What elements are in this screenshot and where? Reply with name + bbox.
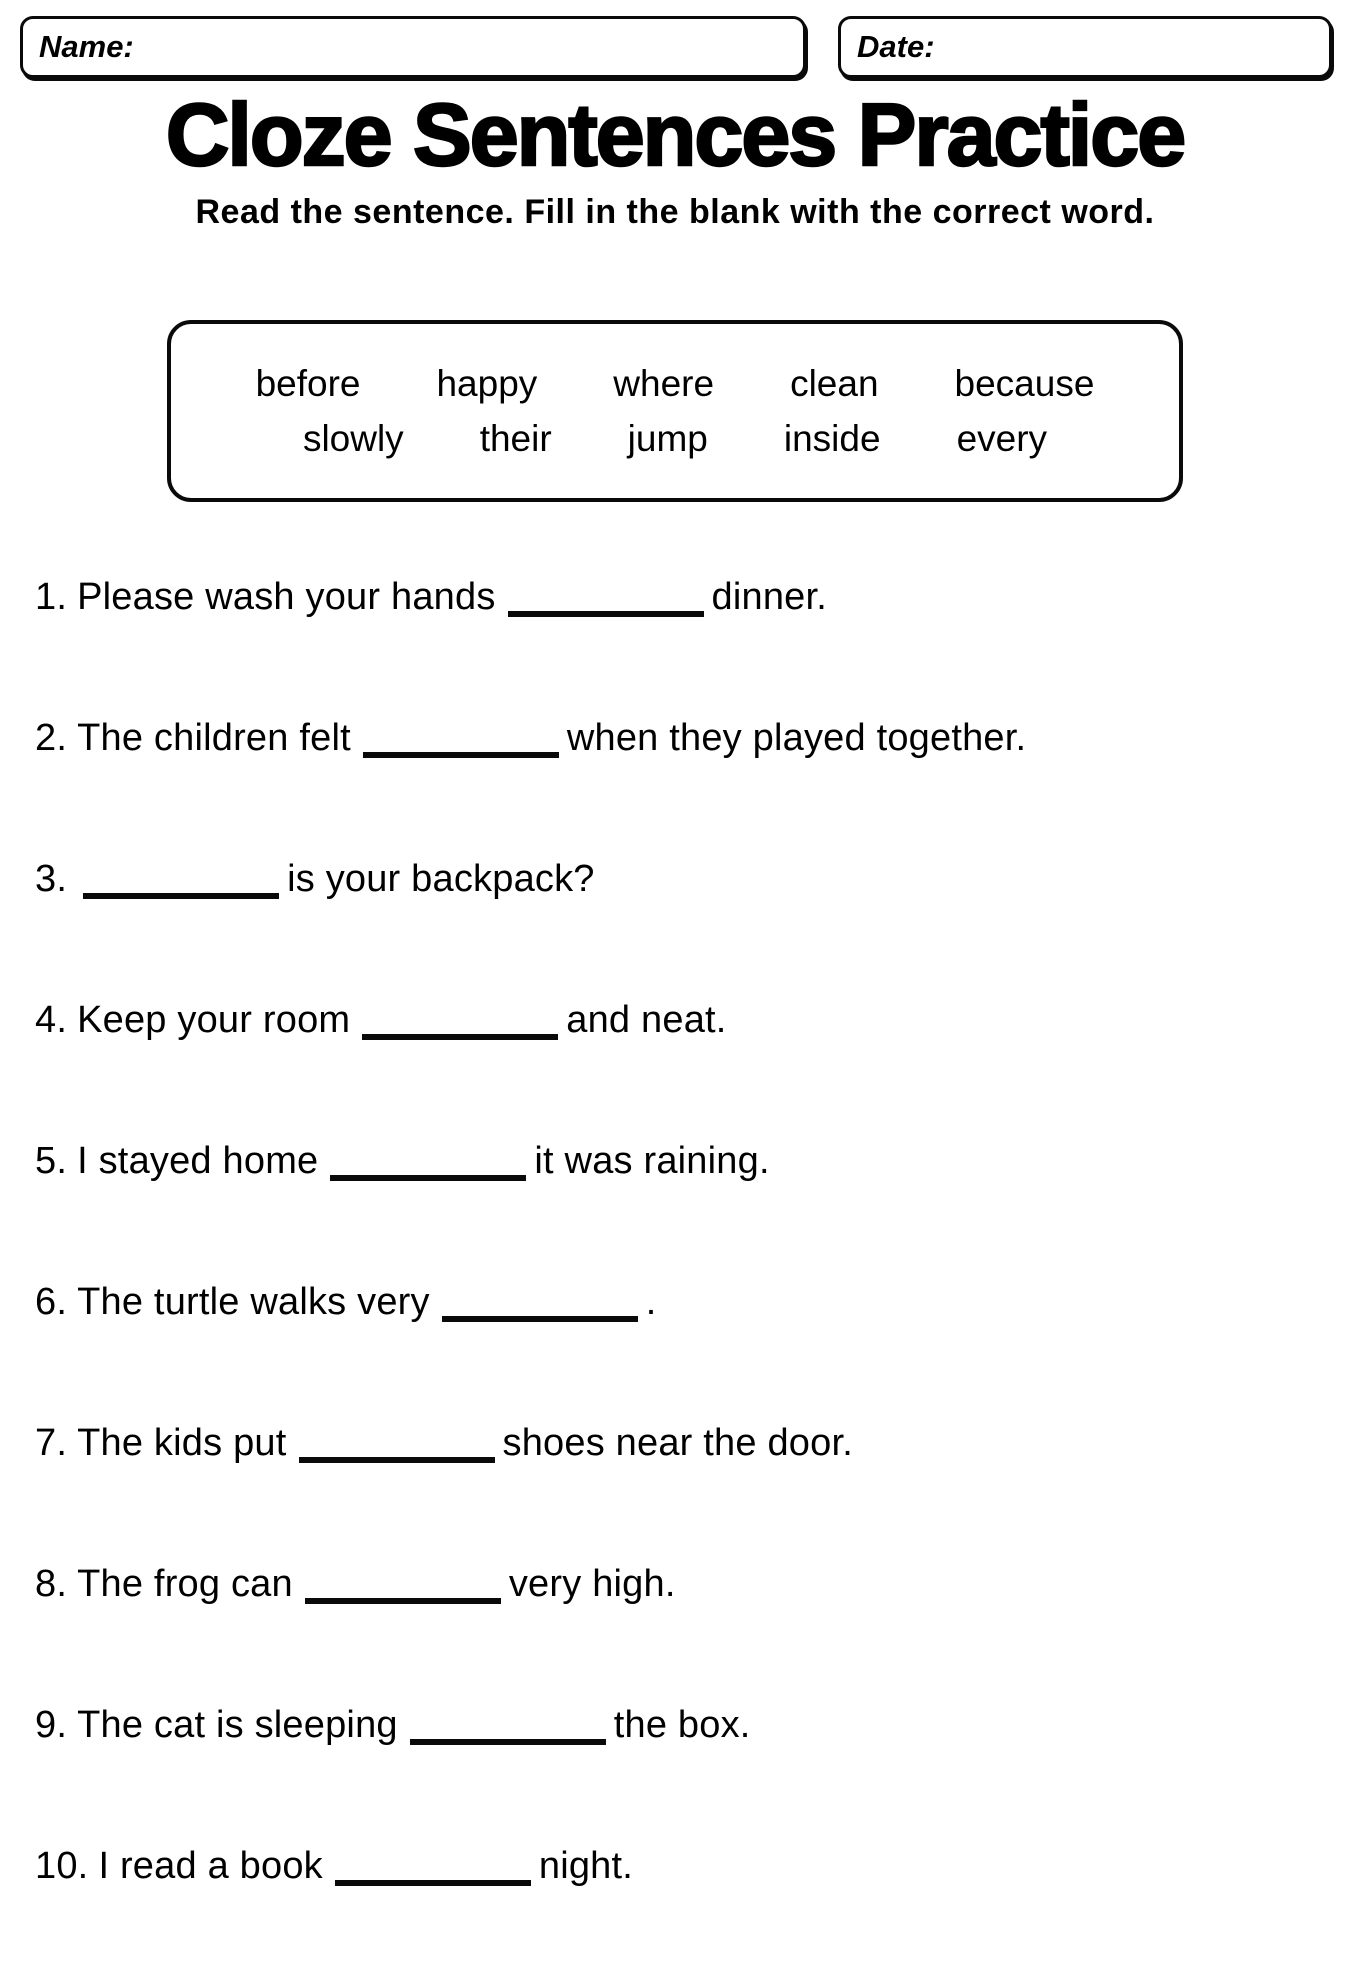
sentence-number: 9. [35, 1704, 68, 1746]
answer-blank[interactable] [305, 1570, 501, 1604]
sentence-text-before: The frog can [77, 1563, 293, 1605]
instruction-text: Read the sentence. Fill in the blank with the correct word. [195, 193, 1155, 231]
sentence-number: 2. [35, 717, 68, 759]
sentence-text-before: I stayed home [77, 1140, 319, 1182]
sentence-number: 7. [35, 1422, 68, 1464]
sentence-text-before: I read a book [98, 1845, 323, 1887]
sentence-number: 10. [35, 1845, 89, 1887]
answer-blank[interactable] [83, 865, 279, 899]
word-bank-row-1 [201, 365, 1149, 402]
word-bank-word: where [613, 363, 715, 404]
word-bank-word: because [954, 363, 1095, 404]
word-bank-word: slowly [302, 418, 404, 459]
word-bank-word: before [255, 363, 361, 404]
sentence-item [35, 716, 1340, 760]
sentence-number: 6. [35, 1281, 68, 1323]
answer-blank[interactable] [442, 1288, 638, 1322]
word-bank-word: jump [627, 418, 708, 459]
answer-blank[interactable] [362, 1006, 558, 1040]
sentence-text-after: when they played together. [566, 717, 1027, 759]
sentence-item [35, 1844, 1340, 1888]
word-bank-word: clean [790, 363, 879, 404]
sentence-item [35, 1139, 1340, 1183]
word-bank-word: inside [783, 418, 881, 459]
word-bank-row-2 [201, 420, 1149, 457]
word-bank-word: their [479, 418, 552, 459]
answer-blank[interactable] [330, 1147, 526, 1181]
sentence-text-before: Keep your room [77, 999, 351, 1041]
date-field[interactable] [838, 16, 1332, 78]
sentence-number: 5. [35, 1140, 68, 1182]
sentence-number: 1. [35, 576, 68, 618]
word-bank [167, 320, 1183, 502]
sentence-number: 3. [35, 858, 68, 900]
sentence-text-after: night. [538, 1845, 634, 1887]
answer-blank[interactable] [299, 1429, 495, 1463]
word-bank-word: happy [436, 363, 538, 404]
name-field[interactable] [20, 16, 806, 78]
word-bank-word: every [956, 418, 1048, 459]
sentence-item [35, 998, 1340, 1042]
sentence-text-before: Please wash your hands [77, 576, 496, 618]
answer-blank[interactable] [363, 724, 559, 758]
sentence-item [35, 575, 1340, 619]
sentence-text-before: The children felt [77, 717, 351, 759]
sentence-text-before: The kids put [77, 1422, 287, 1464]
sentence-text-after: dinner. [711, 576, 828, 618]
sentence-text-after: shoes near the door. [502, 1422, 853, 1464]
sentence-number: 8. [35, 1563, 68, 1605]
sentence-item [35, 1280, 1340, 1324]
sentence-item [35, 1421, 1340, 1465]
sentence-text-after: it was raining. [534, 1140, 770, 1182]
sentence-text-after: and neat. [566, 999, 727, 1041]
sentence-text-after: . [645, 1281, 657, 1323]
sentence-item [35, 1703, 1340, 1747]
sentence-item [35, 1562, 1340, 1606]
answer-blank[interactable] [335, 1852, 531, 1886]
sentence-text-after: very high. [508, 1563, 676, 1605]
sentence-number: 4. [35, 999, 68, 1041]
sentence-item [35, 857, 1340, 901]
answer-blank[interactable] [410, 1711, 606, 1745]
date-label: Date: [857, 29, 935, 64]
answer-blank[interactable] [508, 583, 704, 617]
name-label: Name: [39, 29, 134, 64]
page-title: Cloze Sentences Practice [165, 85, 1185, 184]
sentence-text-after: the box. [613, 1704, 751, 1746]
sentence-list [35, 575, 1340, 1985]
sentence-text-before: The cat is sleeping [77, 1704, 398, 1746]
sentence-text-before: The turtle walks very [77, 1281, 430, 1323]
sentence-text-after: is your backpack? [287, 858, 595, 900]
